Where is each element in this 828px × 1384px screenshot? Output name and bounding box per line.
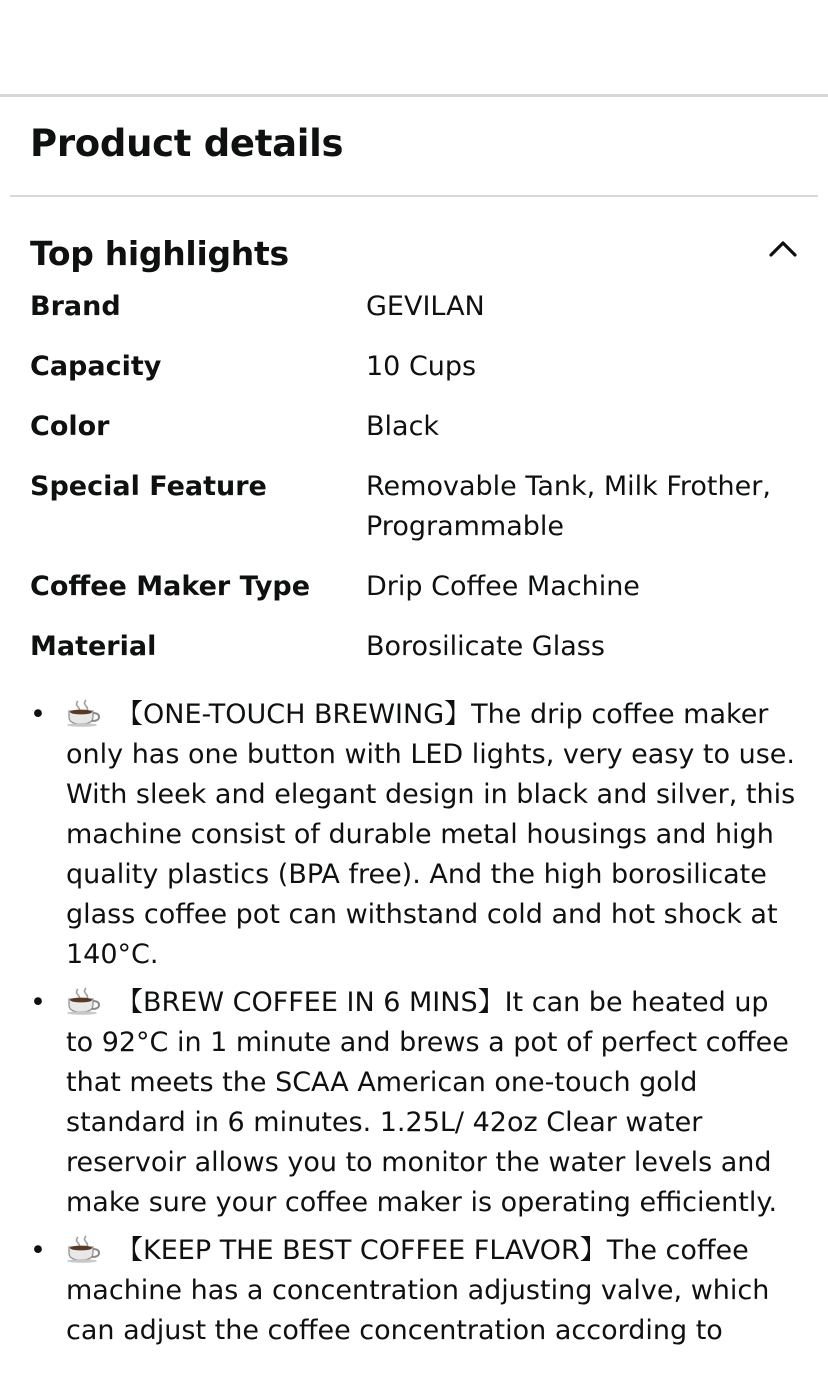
spec-value: Borosilicate Glass <box>366 631 605 662</box>
spec-row-color <box>30 397 798 457</box>
page-title: Product details <box>30 122 344 165</box>
bullet-dot: • <box>30 987 46 1018</box>
spec-label: Brand <box>30 291 121 322</box>
top-highlights-title: Top highlights <box>30 233 289 273</box>
list-item <box>30 695 804 975</box>
bullet-dot: • <box>30 1235 46 1266</box>
bullet-dot: • <box>30 699 46 730</box>
bullet-text: 【KEEP THE BEST COFFEE FLAVOR】The coffee machine has a concentration adjusting valve, which can adjust the coffee concentration according to <box>66 1235 770 1346</box>
spec-label: Special Feature <box>30 471 267 502</box>
top-bar <box>0 0 828 97</box>
spec-label: Material <box>30 631 157 662</box>
spec-row-special-feature <box>30 457 798 557</box>
top-highlights-toggle[interactable] <box>0 197 828 309</box>
spec-value: Black <box>366 411 440 442</box>
list-item <box>30 1231 804 1351</box>
spec-row-capacity <box>30 337 798 397</box>
coffee-cup-icon <box>66 987 102 1015</box>
bullet-text: 【BREW COFFEE IN 6 MINS】It can be heated up to 92°C in 1 minute and brews a pot of perfect coffee that meets the SCAA American one-touch gold standard in 6 minutes. 1.25L/ 42oz Clear water reservoir allows you to monitor the water levels and make sure your coffee maker is operating efficiently. <box>66 987 789 1218</box>
bullet-text: 【ONE-TOUCH BREWING】The drip coffee maker only has one button with LED lights, very easy to use. With sleek and elegant design in black and silver, this machine consist of durable metal housings and high quality plastics (BPA free). And the high borosilicate glass coffee pot can withstand cold and hot shock at 140°C. <box>66 699 796 970</box>
spec-label: Coffee Maker Type <box>30 571 311 602</box>
spec-row-material <box>30 617 798 677</box>
coffee-cup-icon <box>66 699 102 727</box>
spec-table <box>0 277 828 677</box>
spec-label: Capacity <box>30 351 162 382</box>
spec-row-coffee-maker-type <box>30 557 798 617</box>
chevron-up-icon[interactable] <box>768 235 798 261</box>
spec-value: Drip Coffee Machine <box>366 571 640 602</box>
spec-value: Removable Tank, Milk Frother, Programmable <box>366 471 771 542</box>
spec-label: Color <box>30 411 110 442</box>
spec-value: 10 Cups <box>366 351 477 382</box>
list-item <box>30 983 804 1223</box>
spec-value: GEVILAN <box>366 291 485 322</box>
feature-bullet-list <box>0 695 828 1351</box>
coffee-cup-icon <box>66 1235 102 1263</box>
